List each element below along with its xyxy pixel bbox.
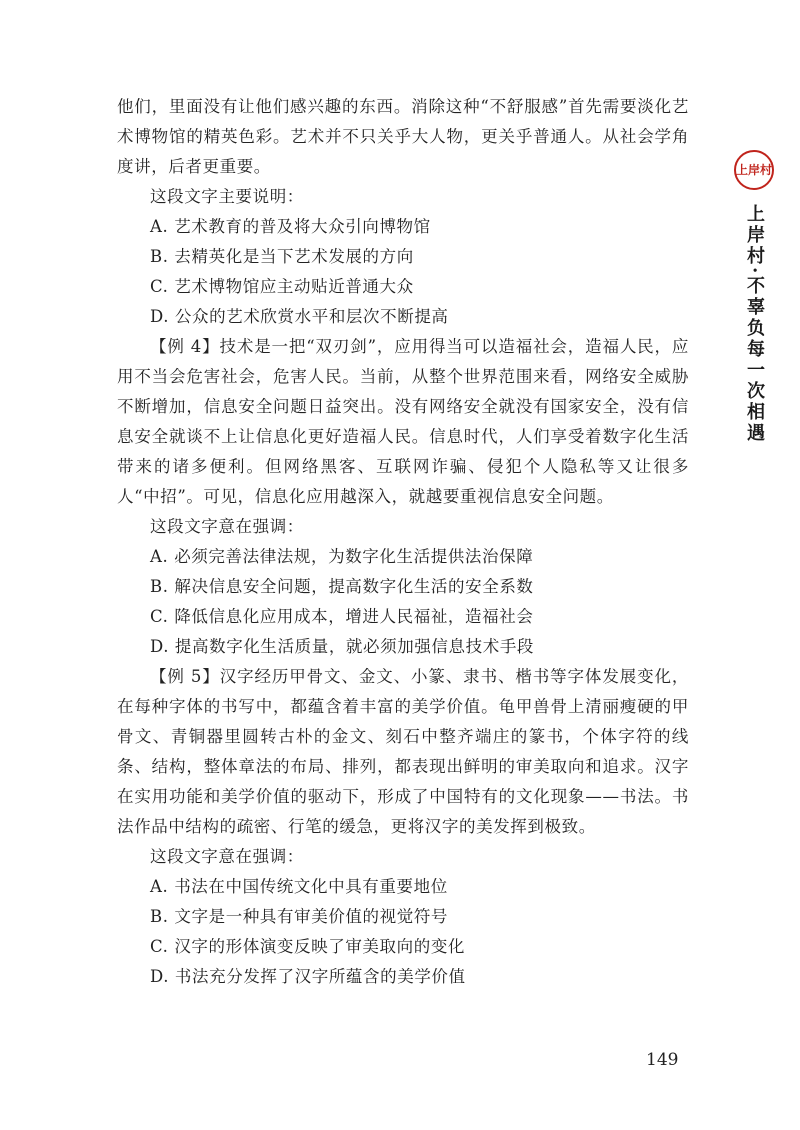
page-body: [117, 92, 689, 992]
option-c: C. 艺术博物馆应主动贴近普通大众: [150, 277, 414, 296]
seal-logo: 上岸村: [734, 150, 774, 190]
option-d: D. 书法充分发挥了汉字所蕴含的美学价值: [150, 967, 466, 986]
option-a: A. 必须完善法律法规，为数字化生活提供法治保障: [150, 547, 534, 566]
question-prompt: 这段文字主要说明：: [150, 187, 304, 206]
question-prompt: 这段文字意在强调：: [150, 847, 304, 866]
paragraph-continuation: 他们，里面没有让他们感兴趣的东西。消除这种“不舒服感”首先需要淡化艺术博物馆的精英色彩。艺术并不只关乎大人物，更关乎普通人。从社会学角度讲，后者更重要。: [117, 97, 689, 176]
option-a: A. 艺术教育的普及将大众引向博物馆: [150, 217, 431, 236]
option-d: D. 公众的艺术欣赏水平和层次不断提高: [150, 307, 449, 326]
option-c: C. 降低信息化应用成本，增进人民福祉，造福社会: [150, 607, 534, 626]
page-number: 149: [646, 1050, 679, 1070]
option-b: B. 去精英化是当下艺术发展的方向: [150, 247, 414, 266]
option-a: A. 书法在中国传统文化中具有重要地位: [150, 877, 448, 896]
option-d: D. 提高数字化生活质量，就必须加强信息技术手段: [150, 637, 535, 656]
option-c: C. 汉字的形体演变反映了审美取向的变化: [150, 937, 466, 956]
side-watermark: [724, 150, 784, 444]
option-b: B. 解决信息安全问题，提高数字化生活的安全系数: [150, 577, 534, 596]
side-slogan: 上岸村·不辜负每一次相遇: [744, 204, 765, 445]
example-5: 【例 5】汉字经历甲骨文、金文、小篆、隶书、楷书等字体发展变化，在每种字体的书写中，都蕴含着丰富的美学价值。龟甲兽骨上清丽瘦硬的甲骨文、青铜器里圆转古朴的金文、刻石中整齐端庄的篆书，个体字符的线条、结构，整体章法的布局、排列，都表现出鲜明的审美取向和追求。汉字在实用功能和美学价值的驱动下，形成了中国特有的文化现象——书法。书法作品中结构的疏密、行笔的缓急，更将汉字的美发挥到极致。: [117, 667, 689, 836]
option-b: B. 文字是一种具有审美价值的视觉符号: [150, 907, 449, 926]
question-prompt: 这段文字意在强调：: [150, 517, 304, 536]
example-4: 【例 4】技术是一把“双刃剑”，应用得当可以造福社会，造福人民，应用不当会危害社会，危害人民。当前，从整个世界范围来看，网络安全威胁不断增加，信息安全问题日益突出。没有网络安全就没有国家安全，没有信息安全就谈不上让信息化更好造福人民。信息时代，人们享受着数字化生活带来的诸多便利。但网络黑客、互联网诈骗、侵犯个人隐私等又让很多人“中招”。可见，信息化应用越深入，就越要重视信息安全问题。: [117, 337, 689, 506]
